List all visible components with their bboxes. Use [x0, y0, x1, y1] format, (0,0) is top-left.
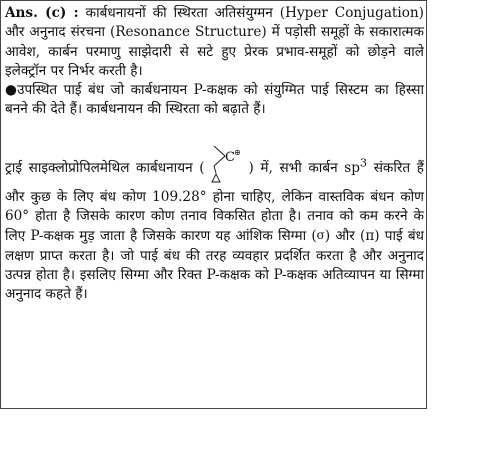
- paragraph-intro: [5, 4, 424, 81]
- cyclopropyl-text-angle: संकरित हैं और कुछ के लिए बंध कोण 109.28° होना चाहिए, लेकिन वास्तविक बंधन कोण 60° होता है जिसके कारण कोण तनाव विकसित होता है। तनाव को कम करने के लिए P-कक्षक मुड़ जाता है जिसके कारण यह आंशिक सिग्मा (: [5, 159, 425, 245]
- positive-charge-icon: ⊕: [233, 147, 241, 157]
- answer-label: Ans. (c) :: [5, 5, 79, 21]
- bullet-text: उपस्थित पाई बंध जो कार्बधनायन P-कक्षक को संयुग्मित पाई सिस्टम का हिस्सा बनने की देते हैं। कार्बधनायन की स्थिरता को बढ़ाते हैं।: [5, 82, 424, 118]
- paragraph-gap: [5, 120, 424, 146]
- paragraph-bullet: [5, 81, 424, 120]
- sigma-symbol: σ: [316, 228, 325, 243]
- intro-text: कार्बधनायनों की स्थिरता अतिसंयुग्मन (Hyper Conjugation) और अनुनाद संरचना (Resonance Structure) में पड़ोसी समूहों के सकारात्मक आवेश, कार्बन परमाणु साझेदारी से सटे हुए प्रेरक प्रभाव-समूहों को छोड़ने वाले इलेक्ट्रॉन पर निर्भर करती है।: [5, 5, 424, 79]
- cyclopropyl-text-sp: ) में, सभी कार्बन sp: [248, 159, 360, 176]
- bullet-icon: ●: [5, 82, 17, 99]
- paragraph-cyclopropyl: [5, 146, 424, 305]
- cyclopropylmethyl-diagram: [205, 146, 249, 188]
- sp-superscript: 3: [359, 155, 368, 170]
- cyclopropyl-text-end: ) और (π) पाई बंध लक्षण प्राप्त करता है। जो पाई बंध की तरह व्यवहार प्रदर्शित करता है और अनुनाद उत्पन्न होता है। इसलिए सिग्मा और रिक्त P-कक्षक को P-कक्षक अतिव्यापन या सिग्मा अनुनाद कहते हैं।: [5, 228, 424, 303]
- carbon-label: C: [224, 149, 235, 165]
- cyclopropylmethyl-structure: [205, 146, 249, 188]
- cyclopropyl-text-start: ट्राई साइक्लोप्रोपिलमेथिल कार्बधनायन (: [5, 159, 205, 176]
